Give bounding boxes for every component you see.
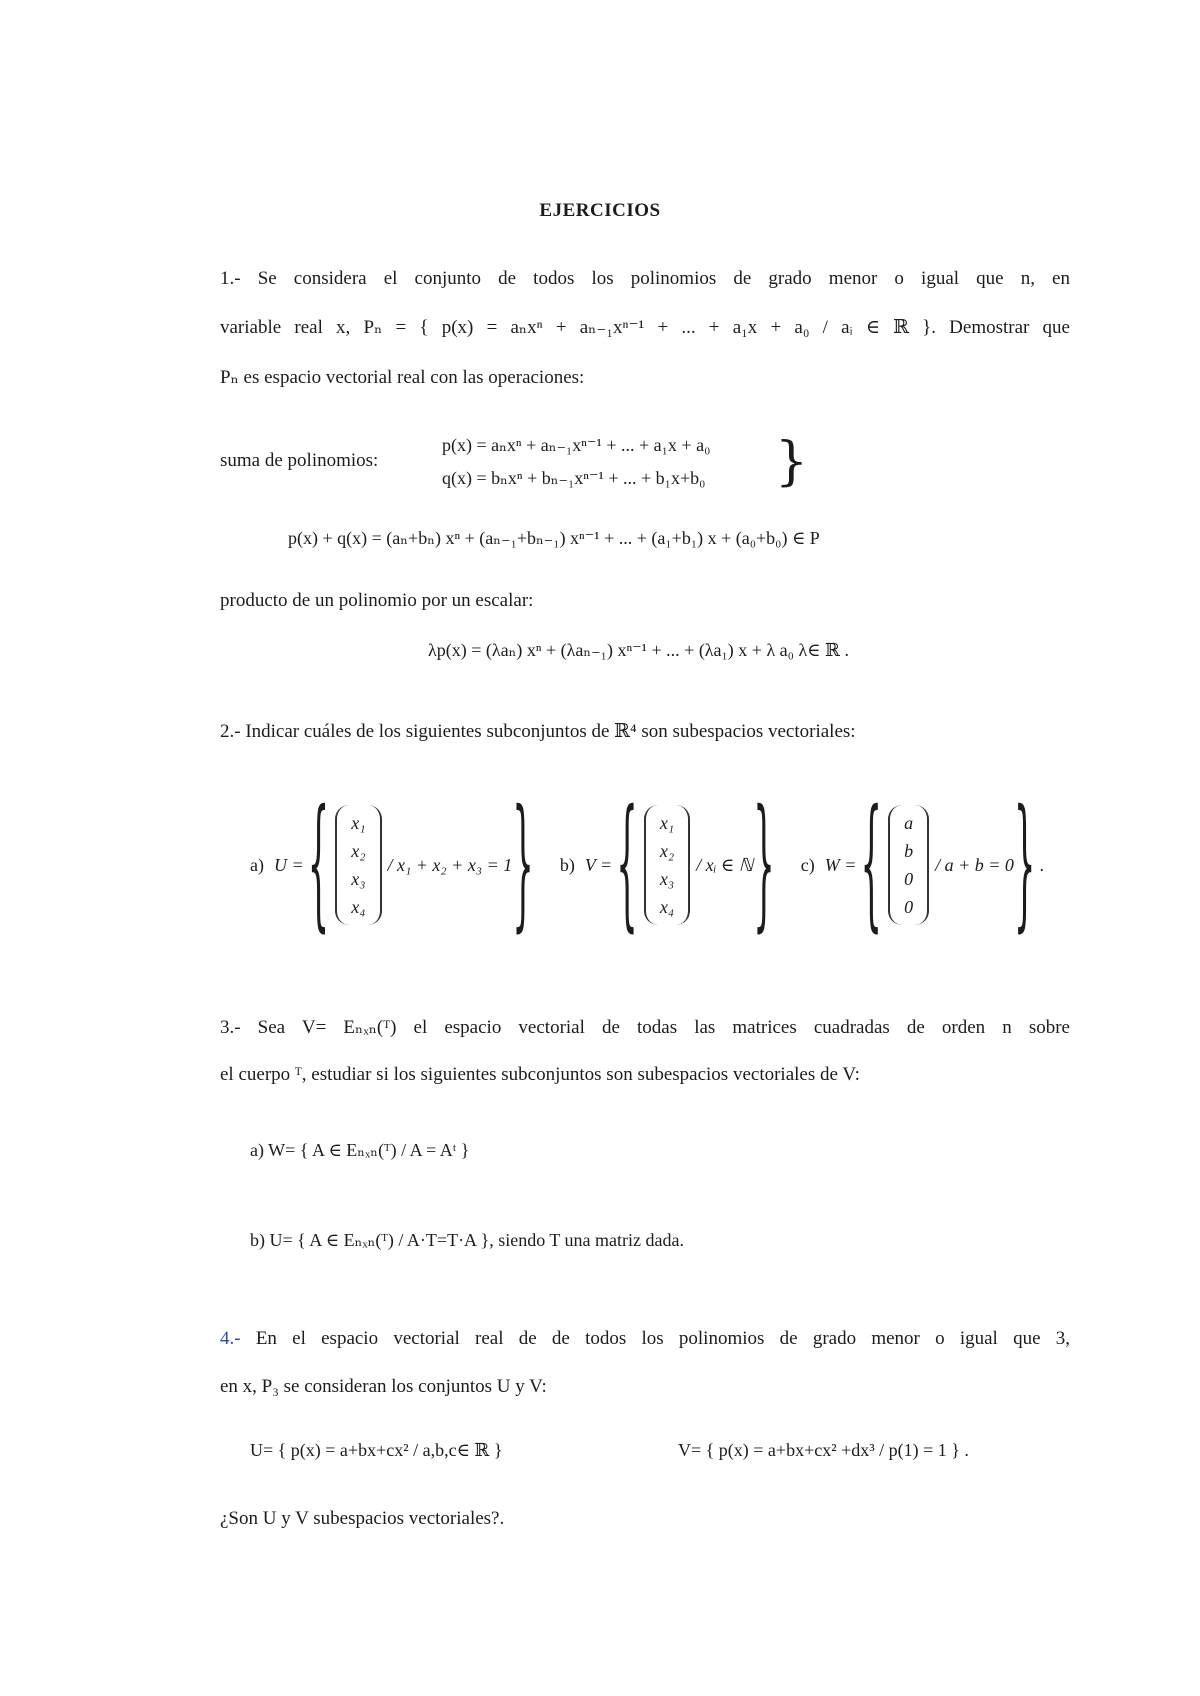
ex2-b-vec-0: x₁ [659,813,675,833]
ex2-a-vector [335,805,381,925]
ex2-c-open-brace: { [860,781,883,949]
ex2-c-vec-2: 0 [904,869,914,889]
ex2-b-close-brace: } [753,781,775,949]
ex1-line2: variable real x, Pₙ = { p(x) = aₙxⁿ + aₙ₋₁xⁿ⁻¹ + ... + a₁x + a₀ / aᵢ ∈ ℝ }. Demostrar que [220,317,1070,338]
ex4-number: 4.- [220,1328,241,1349]
ex2-c-vec-1: b [904,841,914,861]
ex2-a-set: U = [273,854,304,875]
ex2-c-cond: / a + b = 0 [935,854,1014,875]
ex2-a-vec-1: x₂ [351,841,366,861]
ex1-q-def: q(x) = bₙxⁿ + bₙ₋₁xⁿ⁻¹ + ... + b₁x+b₀ [442,468,706,488]
ex2-c-vec-0: a [904,813,914,833]
ex1-p-def: p(x) = aₙxⁿ + aₙ₋₁xⁿ⁻¹ + ... + a₁x + a₀ [442,435,711,455]
ex2-a-close-brace: } [512,781,534,949]
ex3-line1: 3.- Sea V= Eₙₓₙ(ᵀ) el espacio vectorial de todas las matrices cuadradas de orden n sobre [220,1017,1070,1038]
ex1-right-brace: } [775,432,809,492]
ex2-c-set: W = [824,854,857,875]
ex3-b-tail: , siendo T una matriz dada. [489,1230,684,1250]
page-title: EJERCICIOS [539,200,661,221]
ex2-sets-row [250,781,1044,949]
ex4-line1-wrap [220,1328,1070,1350]
ex1-prod-result: λp(x) = (λaₙ) xⁿ + (λaₙ₋₁) xⁿ⁻¹ + ... + (λa₁) x + λ a₀ λ∈ ℝ . [428,640,849,660]
ex2-c-vector [888,805,929,925]
ex2-b-vec-1: x₂ [659,841,675,861]
ex3-a: a) W= { A ∈ Eₙₓₙ(ᵀ) / A = Aᵗ } [250,1140,470,1160]
ex2-a-label: a) [250,854,264,875]
ex2-a-vec-3: x₄ [351,897,366,917]
ex4-line2: en x, P₃ se consideran los conjuntos U y V: [220,1376,547,1397]
ex2-b-set: V = [584,854,613,875]
ex1-sum-result: p(x) + q(x) = (aₙ+bₙ) xⁿ + (aₙ₋₁+bₙ₋₁) xⁿ⁻¹ + ... + (a₁+b₁) x + (a₀+b₀) ∈ P [288,528,820,548]
ex4-set-U: U= { p(x) = a+bx+cx² / a,b,c∈ ℝ } [250,1440,503,1460]
ex2-b-vec-3: x₄ [659,897,675,917]
ex4-question: ¿Son U y V subespacios vectoriales?. [220,1508,505,1529]
ex2-end: . [1039,854,1044,875]
ex1-sum-label: suma de polinomios: [220,450,379,471]
ex2-line1: 2.- Indicar cuáles de los siguientes subconjuntos de ℝ⁴ son subespacios vectoriales: [220,721,856,742]
ex2-b-cond: / xᵢ ∈ ℕ [696,854,754,875]
ex2-b-vector [644,805,690,925]
ex2-a-open-brace: { [307,781,330,949]
ex3-b [250,1230,684,1251]
ex2-b-label: b) [559,854,575,875]
ex2-a-vec-0: x₁ [351,813,366,833]
ex4-line1: En el espacio vectorial real de de todos los polinomios de grado menor o igual que 3, [240,1328,1070,1349]
ex2-a-vec-2: x₃ [351,869,366,889]
ex2-c-label: c) [800,854,815,875]
ex1-prod-label: producto de un polinomio por un escalar: [220,590,534,611]
ex2-b-vec-2: x₃ [659,869,675,889]
ex2-b-open-brace: { [616,781,638,949]
ex3-line2: el cuerpo ᵀ, estudiar si los siguientes subconjuntos son subespacios vectoriales de V: [220,1064,860,1085]
ex3-b-main: b) U= { A ∈ Eₙₓₙ(ᵀ) / A·T=T·A } [250,1230,490,1250]
ex2-c-vec-3: 0 [904,897,914,917]
ex4-set-V: V= { p(x) = a+bx+cx² +dx³ / p(1) = 1 } . [678,1440,969,1460]
ex1-line3: Pₙ es espacio vectorial real con las operaciones: [220,367,585,388]
ex2-c-close-brace: } [1013,781,1036,949]
ex2-a-cond: / x₁ + x₂ + x₃ = 1 [387,854,513,875]
ex1-line1: 1.- Se considera el conjunto de todos los polinomios de grado menor o igual que n, en [220,268,1070,289]
